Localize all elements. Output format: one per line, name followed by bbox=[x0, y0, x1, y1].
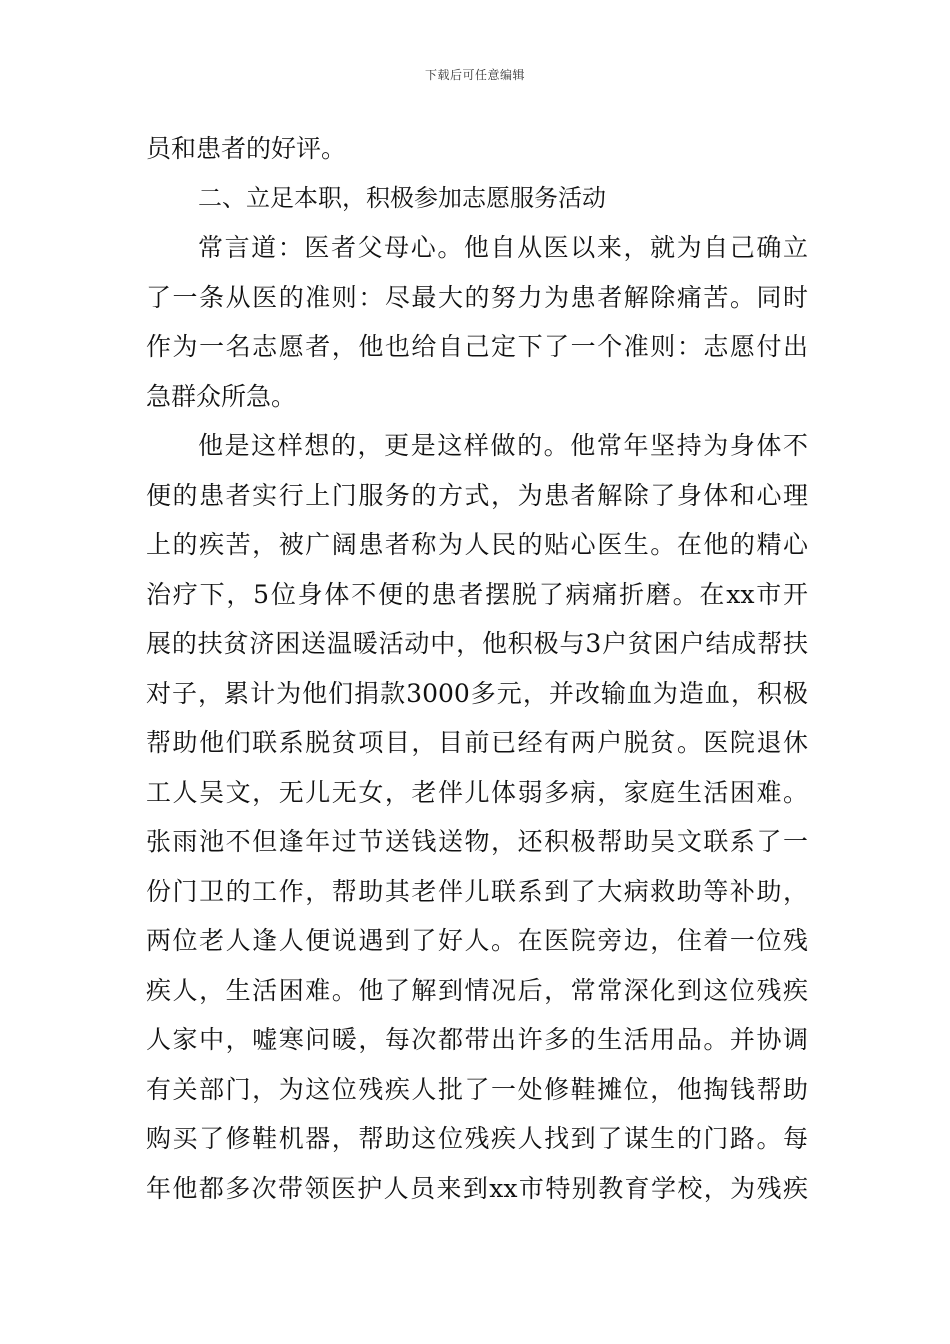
text-line: 治疗下，5位身体不便的患者摆脱了病痛折磨。在xx市开 bbox=[146, 579, 808, 609]
text-line: 工人吴文，无儿无女，老伴儿体弱多病，家庭生活困难。 bbox=[146, 777, 808, 807]
text-line: 常言道：医者父母心。他自从医以来，就为自己确立 bbox=[198, 233, 808, 262]
text-line: 他是这样想的，更是这样做的。他常年坚持为身体不 bbox=[198, 431, 808, 460]
document-body bbox=[146, 124, 808, 1213]
text-line: 购买了修鞋机器，帮助这位残疾人找到了谋生的门路。每 bbox=[146, 1124, 808, 1153]
header-note: 下载后可任意编辑 bbox=[424, 68, 525, 82]
text-line: 帮助他们联系脱贫项目，目前已经有两户脱贫。医院退休 bbox=[146, 728, 808, 757]
text-line: 展的扶贫济困送温暖活动中，他积极与3户贫困户结成帮扶 bbox=[146, 629, 808, 658]
text-line: 人家中，嘘寒问暖，每次都带出许多的生活用品。并协调 bbox=[146, 1025, 808, 1054]
text-line: 张雨池不但逢年过节送钱送物，还积极帮助吴文联系了一 bbox=[146, 827, 808, 856]
text-line: 便的患者实行上门服务的方式，为患者解除了身体和心理 bbox=[146, 480, 808, 510]
text-line: 年他都多次带领医护人员来到xx市特别教育学校，为残疾 bbox=[146, 1173, 808, 1203]
text-line: 份门卫的工作，帮助其老伴儿联系到了大病救助等补助， bbox=[146, 876, 808, 906]
text-line: 作为一名志愿者，他也给自己定下了一个准则：志愿付出 bbox=[146, 332, 808, 361]
text-line: 上的疾苦，被广阔患者称为人民的贴心医生。在他的精心 bbox=[146, 530, 808, 559]
text-line: 疾人，生活困难。他了解到情况后，常常深化到这位残疾 bbox=[146, 975, 808, 1005]
section-heading: 二、立足本职，积极参加志愿服务活动 bbox=[198, 183, 606, 212]
text-line: 有关部门，为这位残疾人批了一处修鞋摊位，他掏钱帮助 bbox=[146, 1074, 808, 1104]
text-line: 对子，累计为他们捐款3000多元，并改输血为造血，积极 bbox=[146, 678, 808, 708]
text-line: 急群众所急。 bbox=[146, 381, 297, 411]
text-line: 员和患者的好评。 bbox=[146, 134, 347, 163]
text-line: 两位老人逢人便说遇到了好人。在医院旁边，住着一位残 bbox=[146, 926, 808, 955]
text-line: 了一条从医的准则：尽最大的努力为患者解除痛苦。同时 bbox=[146, 282, 808, 312]
